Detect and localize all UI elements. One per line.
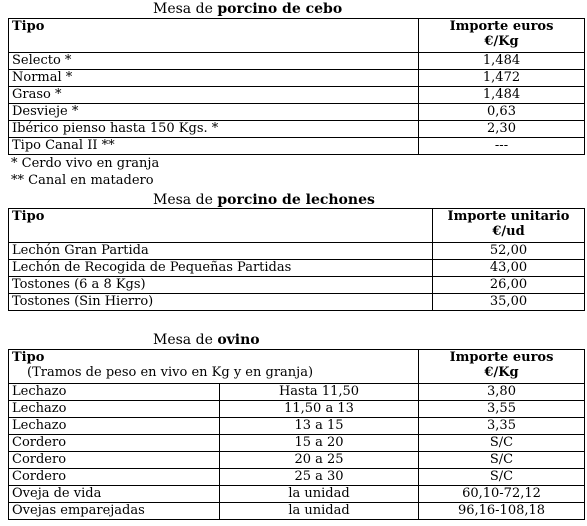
lechones-row-importe: 26,00 (433, 277, 585, 294)
ovino-row-tipo: Cordero (9, 452, 220, 469)
cebo-header-row (9, 19, 585, 53)
table-row (9, 53, 585, 70)
table-row (9, 138, 585, 155)
cebo-note-2: ** Canal en matadero (11, 173, 154, 188)
lechones-title-prefix: Mesa de (153, 192, 213, 208)
table-row (9, 469, 585, 486)
ovino-header-tipo-cell (9, 350, 419, 384)
table-row (9, 401, 585, 418)
table-row (9, 260, 585, 277)
cebo-row-importe: 1,484 (419, 87, 585, 104)
ovino-row-importe: 3,55 (419, 401, 585, 418)
lechones-header-importe-line1: Importe unitario (447, 209, 570, 224)
lechones-row-importe: 52,00 (433, 243, 585, 260)
cebo-header-importe (419, 19, 585, 53)
table-row (9, 503, 585, 520)
lechones-row-tipo: Tostones (Sin Hierro) (9, 294, 433, 311)
cebo-row-tipo: Selecto * (9, 53, 419, 70)
lechones-title (0, 191, 587, 209)
ovino-header-row (9, 350, 585, 384)
lechones-table (8, 208, 585, 311)
ovino-row-tipo: Cordero (9, 469, 220, 486)
ovino-row-tipo: Cordero (9, 435, 220, 452)
cebo-title-prefix: Mesa de (153, 1, 213, 17)
lechones-header-row (9, 209, 585, 243)
table-row (9, 294, 585, 311)
lechones-row-tipo: Lechón de Recogida de Pequeñas Partidas (9, 260, 433, 277)
table-row (9, 121, 585, 138)
lechones-header-importe (433, 209, 585, 243)
ovino-table (8, 349, 585, 384)
ovino-row-tramo: 11,50 a 13 (220, 401, 419, 418)
ovino-rows-table (8, 383, 585, 520)
ovino-header-sub: (Tramos de peso en vivo en Kg y en granja) (27, 365, 314, 380)
cebo-row-importe: 1,484 (419, 53, 585, 70)
ovino-header-importe-line2: €/Kg (484, 365, 519, 380)
cebo-row-tipo: Graso * (9, 87, 419, 104)
ovino-row-importe: 3,35 (419, 418, 585, 435)
ovino-row-importe: 96,16-108,18 (419, 503, 585, 520)
cebo-header-importe-line2: €/Kg (484, 34, 519, 49)
ovino-row-tipo: Oveja de vida (9, 486, 220, 503)
cebo-row-tipo: Ibérico pienso hasta 150 Kgs. * (9, 121, 419, 138)
ovino-row-importe: 3,80 (419, 384, 585, 401)
lechones-row-tipo: Lechón Gran Partida (9, 243, 433, 260)
lechones-header-importe-line2: €/ud (492, 224, 525, 239)
ovino-row-importe: S/C (419, 452, 585, 469)
ovino-header-tipo: Tipo (12, 350, 45, 365)
lechones-title-bold: porcino de lechones (217, 192, 375, 208)
ovino-title-bold: ovino (217, 332, 260, 348)
ovino-row-tipo: Lechazo (9, 401, 220, 418)
ovino-row-tipo: Lechazo (9, 384, 220, 401)
ovino-row-importe: S/C (419, 435, 585, 452)
lechones-header-tipo: Tipo (9, 209, 433, 243)
cebo-title-bold: porcino de cebo (217, 1, 343, 17)
lechones-row-importe: 35,00 (433, 294, 585, 311)
ovino-row-tramo: la unidad (220, 486, 419, 503)
cebo-row-importe: --- (419, 138, 585, 155)
table-row (9, 384, 585, 401)
ovino-row-tramo: 25 a 30 (220, 469, 419, 486)
cebo-title (0, 0, 587, 18)
lechones-row-tipo: Tostones (6 a 8 Kgs) (9, 277, 433, 294)
cebo-row-importe: 1,472 (419, 70, 585, 87)
ovino-row-importe: 60,10-72,12 (419, 486, 585, 503)
ovino-row-tramo: la unidad (220, 503, 419, 520)
ovino-row-tramo: 15 a 20 (220, 435, 419, 452)
cebo-row-tipo: Desvieje * (9, 104, 419, 121)
ovino-row-tramo: Hasta 11,50 (220, 384, 419, 401)
ovino-row-importe: S/C (419, 469, 585, 486)
ovino-row-tipo: Lechazo (9, 418, 220, 435)
table-row (9, 418, 585, 435)
ovino-row-tramo: 20 a 25 (220, 452, 419, 469)
table-row (9, 243, 585, 260)
cebo-note-1: * Cerdo vivo en granja (11, 156, 160, 171)
table-row (9, 435, 585, 452)
cebo-row-importe: 2,30 (419, 121, 585, 138)
cebo-row-tipo: Tipo Canal II ** (9, 138, 419, 155)
ovino-row-tipo: Ovejas emparejadas (9, 503, 220, 520)
table-row (9, 486, 585, 503)
table-row (9, 87, 585, 104)
ovino-title-prefix: Mesa de (153, 332, 213, 348)
table-row (9, 70, 585, 87)
ovino-header-importe (419, 350, 585, 384)
ovino-title (0, 331, 587, 349)
lechones-row-importe: 43,00 (433, 260, 585, 277)
cebo-table (8, 18, 585, 155)
table-row (9, 104, 585, 121)
cebo-header-tipo: Tipo (9, 19, 419, 53)
ovino-row-tramo: 13 a 15 (220, 418, 419, 435)
ovino-header-importe-line1: Importe euros (449, 350, 554, 365)
cebo-row-importe: 0,63 (419, 104, 585, 121)
cebo-row-tipo: Normal * (9, 70, 419, 87)
table-row (9, 452, 585, 469)
table-row (9, 277, 585, 294)
cebo-header-importe-line1: Importe euros (449, 19, 554, 34)
